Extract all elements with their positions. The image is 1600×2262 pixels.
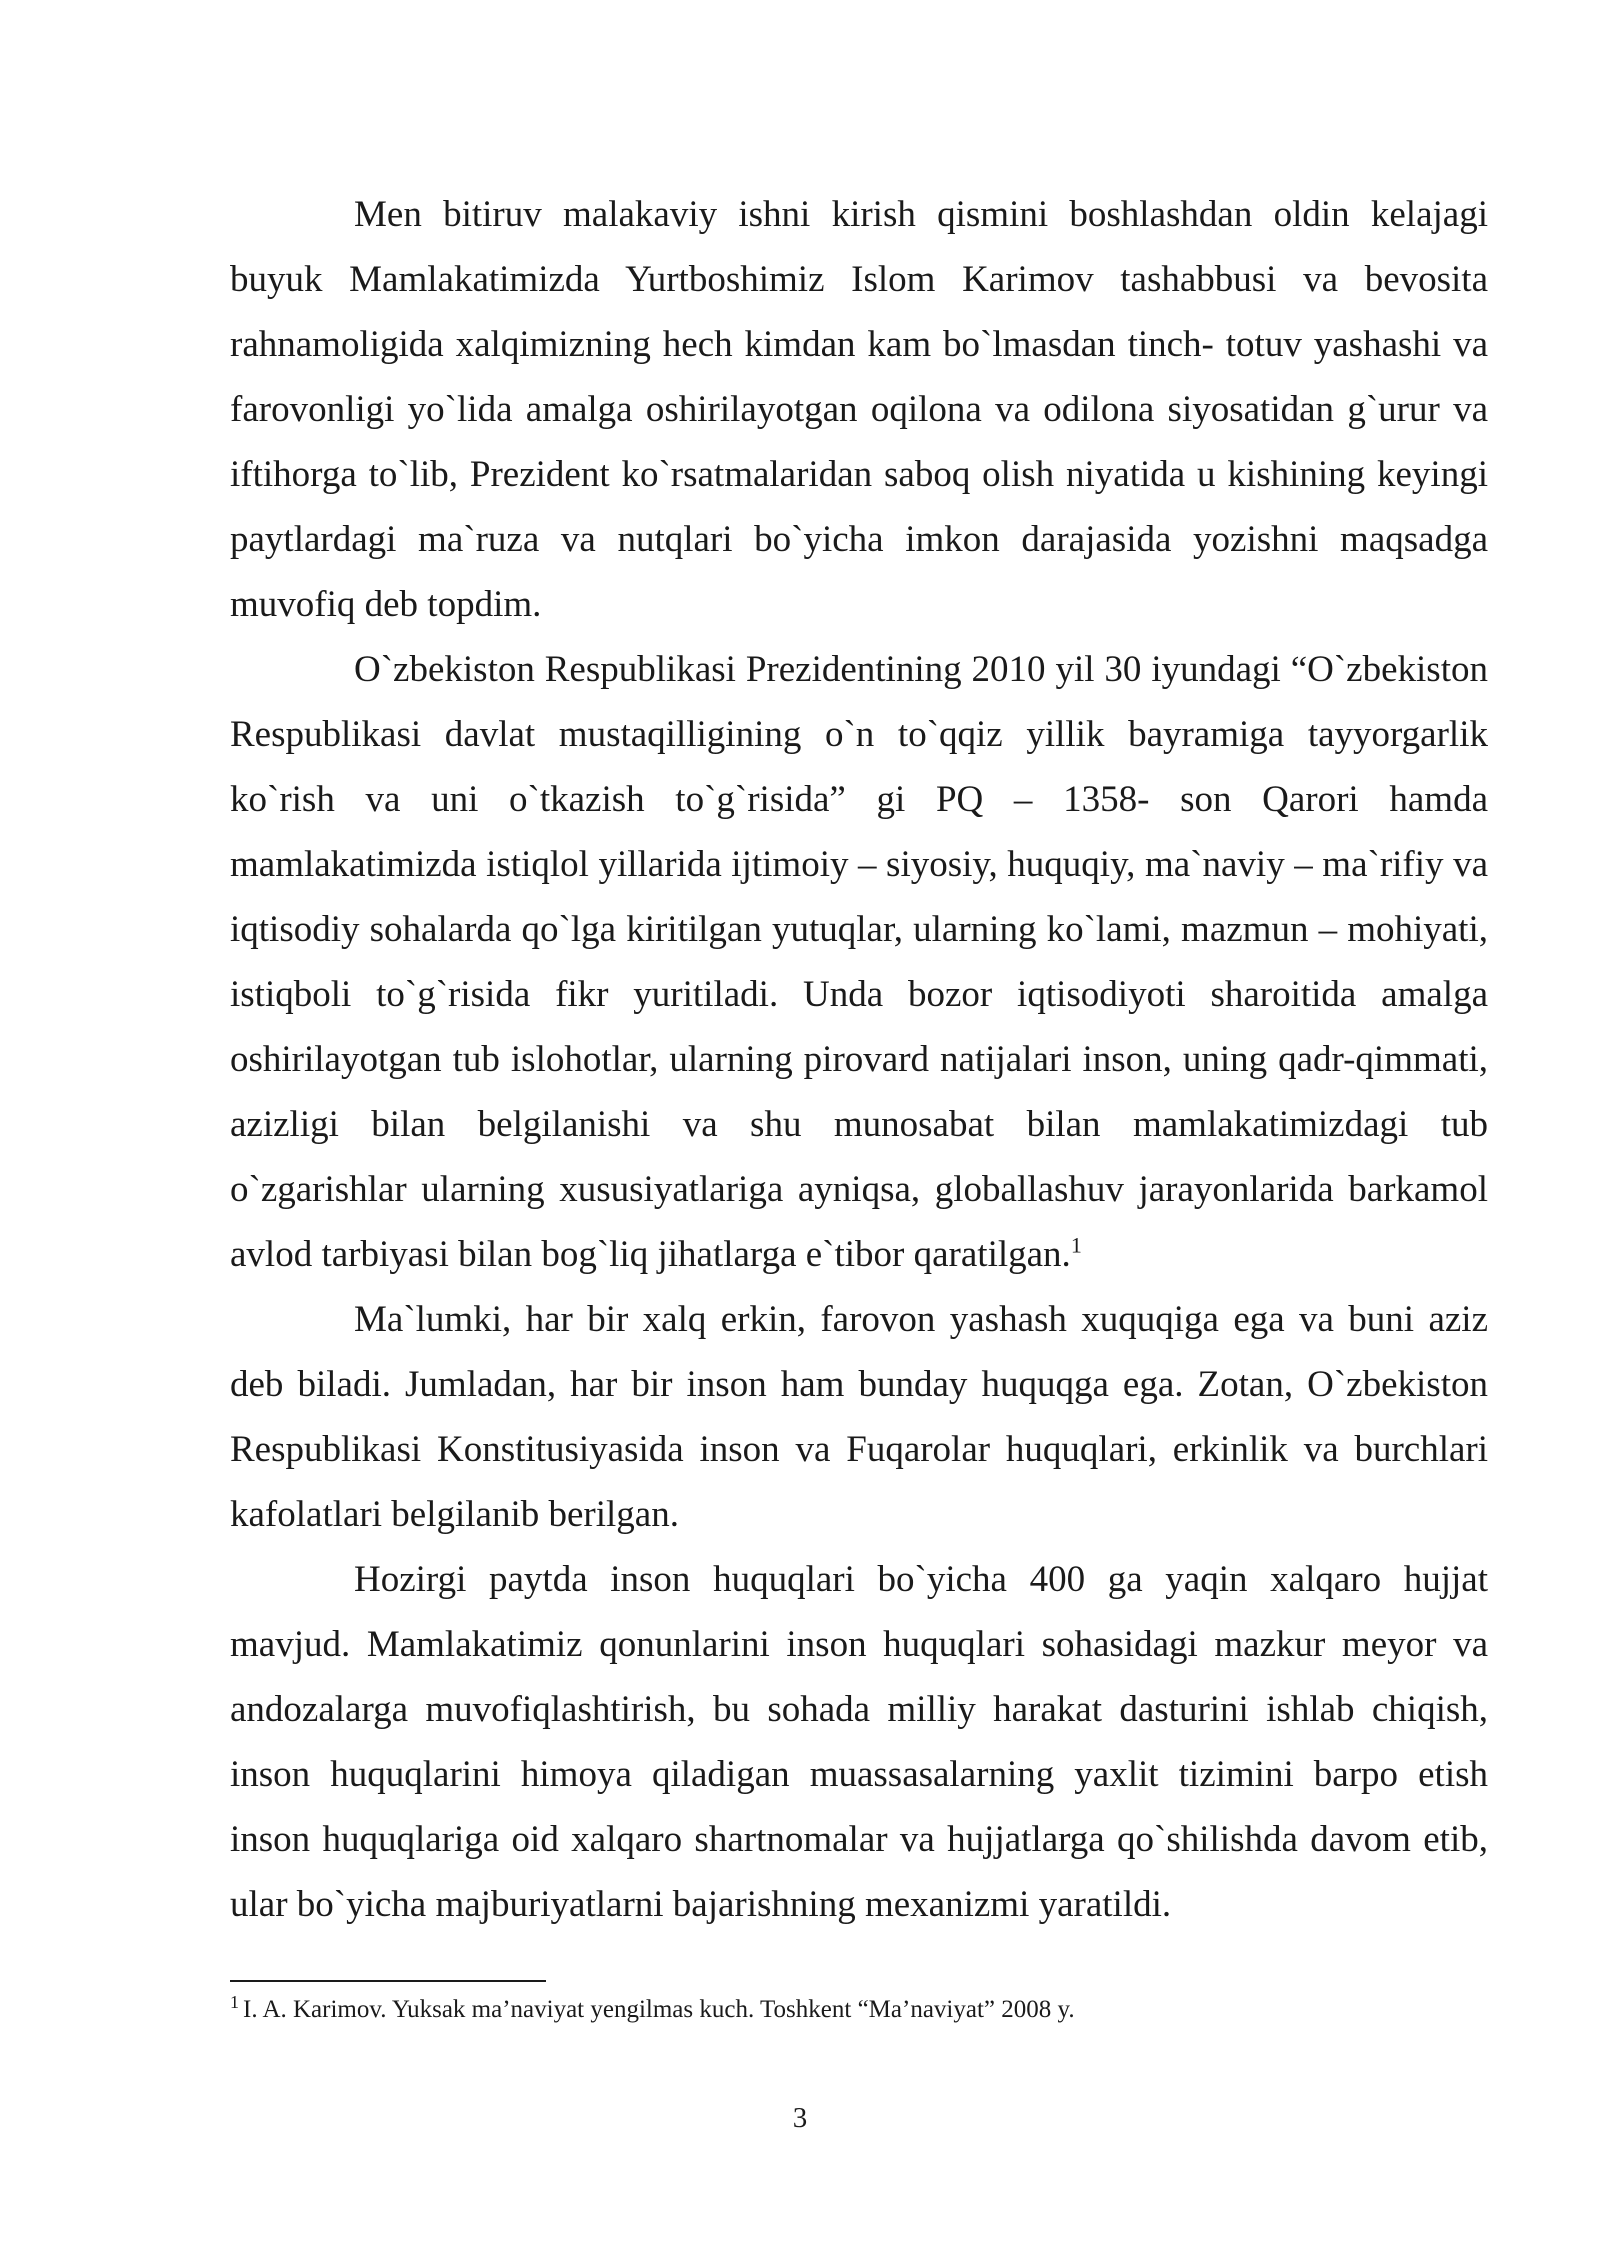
paragraph-2 xyxy=(230,637,1488,1287)
paragraph-4: Hozirgi paytda inson huquqlari bo`yicha 400 ga yaqin xalqaro hujjat mavjud. Mamlakatimiz qonunlarini inson huquqlari sohasidagi mazkur meyor va andozalarga muvofiqlashtirish, bu sohada milliy harakat dasturini ishlab chiqish, inson huquqlarini himoya qiladigan muassasalarning yaxlit tizimini barpo etish inson huquqlariga oid xalqaro shartnomalar va hujjatlarga qo`shilishda davom etib, ular bo`yicha majburiyatlarni bajarishning mexanizmi yaratildi. xyxy=(230,1559,1488,1925)
footnote-reference: 1 xyxy=(1070,1232,1082,1258)
footnote-mark: 1 xyxy=(230,1991,239,2012)
body-text xyxy=(230,182,1488,1937)
footnote xyxy=(230,1993,1488,2027)
footnote-divider xyxy=(230,1980,546,1982)
page-number: 3 xyxy=(792,2102,808,2134)
paragraph-3: Ma`lumki, har bir xalq erkin, farovon yashash xuquqiga ega va buni aziz deb biladi. Jumladan, har bir inson ham bunday huquqga ega. Zotan, O`zbekiston Respublikasi Konstitusiyasida inson va Fuqarolar huquqlari, erkinlik va burchlari kafolatlari belgilanib berilgan. xyxy=(230,1299,1488,1535)
paragraph-2-text: O`zbekiston Respublikasi Prezidentining 2010 yil 30 iyundagi “O`zbekiston Respublikasi davlat mustaqilligining o`n to`qqiz yillik bayramiga tayyorgarlik ko`rish va uni o`tkazish to`g`risida” gi PQ – 1358- son Qarori hamda mamlakatimizda istiqlol yillarida ijtimoiy – siyosiy, huquqiy, ma`naviy – ma`rifiy va iqtisodiy sohalarda qo`lga kiritilgan yutuqlar, ularning ko`lami, mazmun – mohiyati, istiqboli to`g`risida fikr yuritiladi. Unda bozor iqtisodiyoti sharoitida amalga oshirilayotgan tub islohotlar, ularning pirovard natijalari inson, uning qadr-qimmati, azizligi bilan belgilanishi va shu munosabat bilan mamlakatimizdagi tub o`zgarishlar ularning xususiyatlariga ayniqsa, globallashuv jarayonlarida barkamol avlod tarbiyasi bilan bog`liq jihatlarga e`tibor qaratilgan. xyxy=(230,649,1488,1275)
paragraph-1: Men bitiruv malakaviy ishni kirish qismini boshlashdan oldin kelajagi buyuk Mamlakatimizda Yurtboshimiz Islom Karimov tashabbusi va bevosita rahnamoligida xalqimizning hech kimdan kam bo`lmasdan tinch- totuv yashashi va farovonligi yo`lida amalga oshirilayotgan oqilona va odilona siyosatidan g`urur va iftihorga to`lib, Prezident ko`rsatmalaridan saboq olish niyatida u kishining keyingi paytlardagi ma`ruza va nutqlari bo`yicha imkon darajasida yozishni maqsadga muvofiq deb topdim. xyxy=(230,194,1488,625)
footnote-text: I. A. Karimov. Yuksak ma’naviyat yengilmas kuch. Toshkent “Ma’naviyat” 2008 y. xyxy=(243,1996,1075,2023)
